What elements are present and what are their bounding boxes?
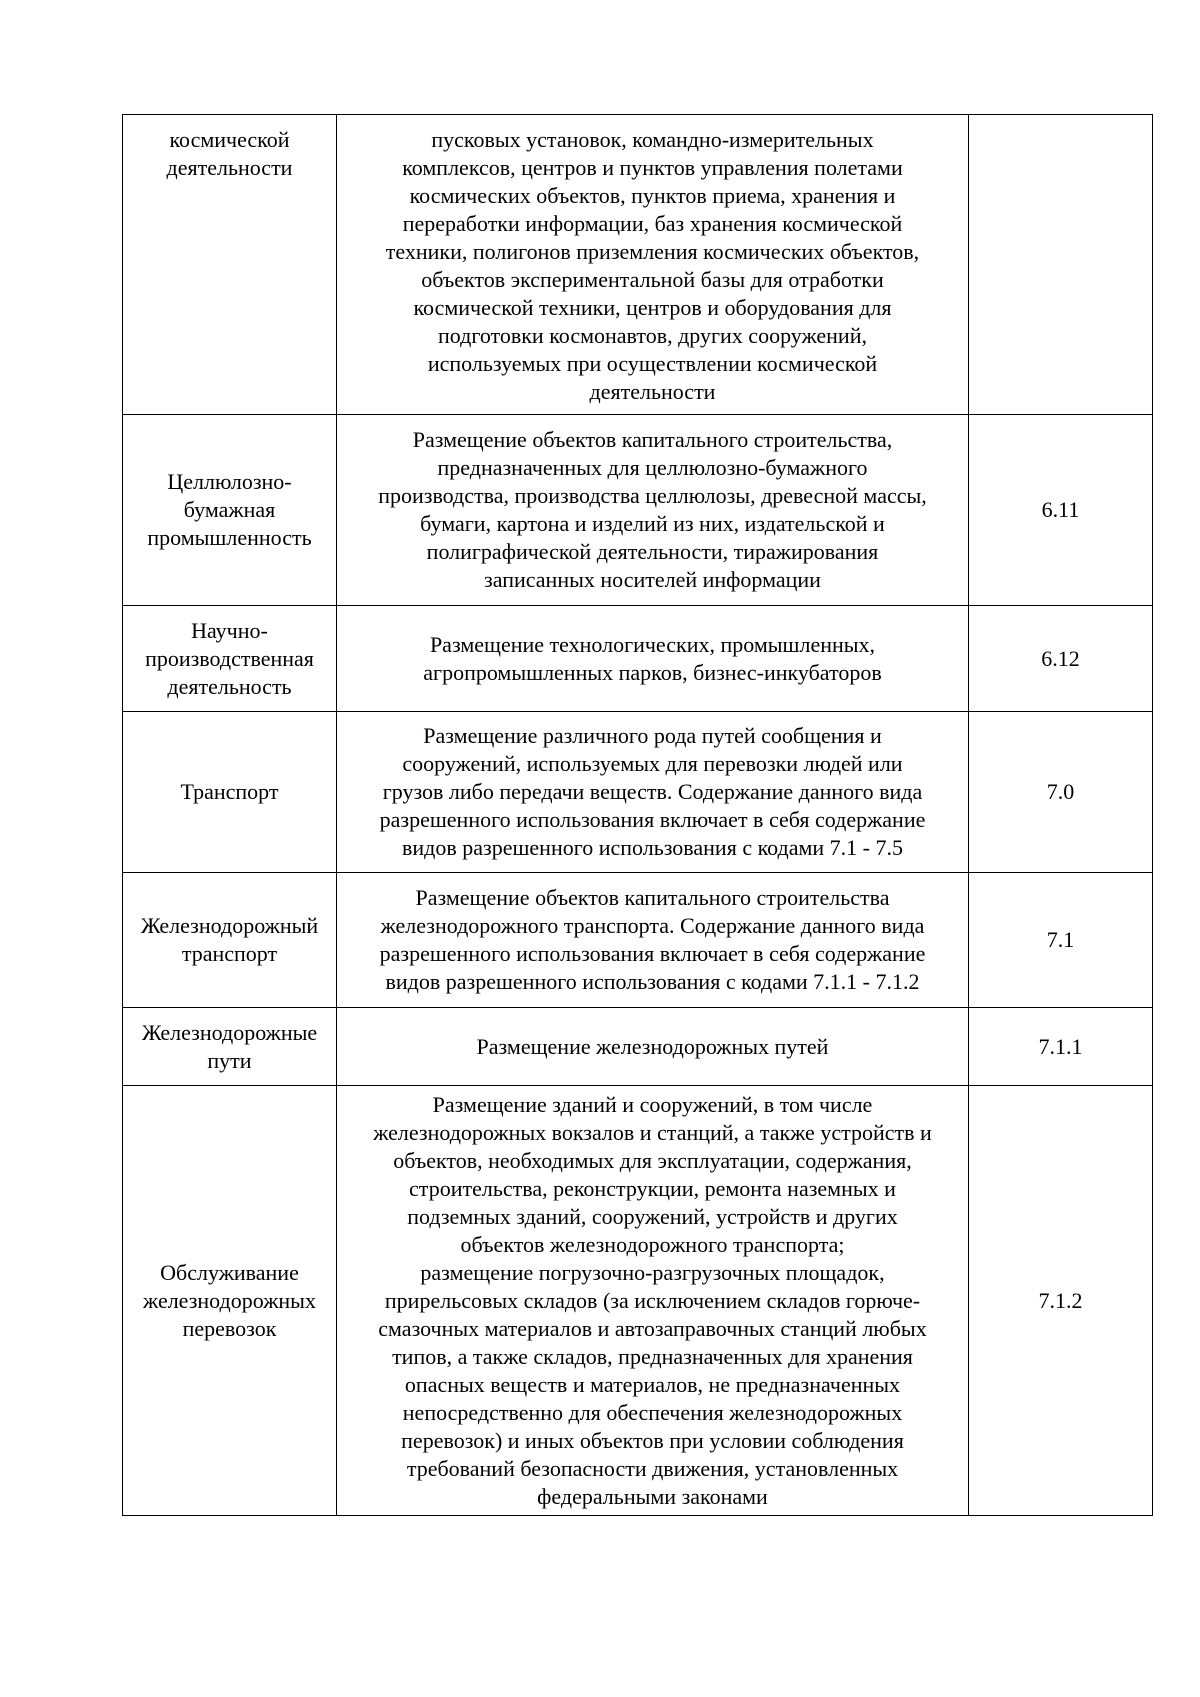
- table-row: [123, 606, 1153, 712]
- use-type-code: [969, 115, 1153, 415]
- use-type-name: космической деятельности: [123, 115, 337, 415]
- use-type-code: 7.1.1: [969, 1008, 1153, 1086]
- use-type-code: 6.11: [969, 415, 1153, 606]
- use-type-name: Научно- производственная деятельность: [123, 606, 337, 712]
- use-type-description: Размещение объектов капитального строительства, предназначенных для целлюлозно-бумажного производства, производства целлюлозы, древесной массы, бумаги, картона и изделий из них, издательской и полиграфической деятельности, тиражирования записанных носителей информации: [337, 415, 969, 606]
- use-type-name: Обслуживание железнодорожных перевозок: [123, 1086, 337, 1516]
- use-type-name: Транспорт: [123, 712, 337, 873]
- use-type-name: Железнодорожный транспорт: [123, 873, 337, 1008]
- use-type-code: 7.0: [969, 712, 1153, 873]
- use-type-description: Размещение объектов капитального строительства железнодорожного транспорта. Содержание данного вида разрешенного использования включает в себя содержание видов разрешенного использования с кодами 7.1.1 - 7.1.2: [337, 873, 969, 1008]
- table-row: [123, 712, 1153, 873]
- use-type-description: Размещение технологических, промышленных, агропромышленных парков, бизнес-инкубаторов: [337, 606, 969, 712]
- use-type-description: Размещение различного рода путей сообщения и сооружений, используемых для перевозки людей или грузов либо передачи веществ. Содержание данного вида разрешенного использования включает в себя содержание видов разрешенного использования с кодами 7.1 - 7.5: [337, 712, 969, 873]
- table-row: [123, 873, 1153, 1008]
- land-use-table: [122, 114, 1153, 1516]
- table-row: [123, 1086, 1153, 1516]
- table-row: [123, 415, 1153, 606]
- use-type-code: 7.1: [969, 873, 1153, 1008]
- use-type-name: Целлюлозно- бумажная промышленность: [123, 415, 337, 606]
- use-type-description: Размещение зданий и сооружений, в том числе железнодорожных вокзалов и станций, а также устройств и объектов, необходимых для эксплуатации, содержания, строительства, реконструкции, ремонта наземных и подземных зданий, сооружений, устройств и других объектов железнодорожного транспорта; размещение погрузочно-разгрузочных площадок, прирельсовых складов (за исключением складов горюче- смазочных материалов и автозаправочных станций любых типов, а также складов, предназначенных для хранения опасных веществ и материалов, не предназначенных непосредственно для обеспечения железнодорожных перевозок) и иных объектов при условии соблюдения требований безопасности движения, установленных федеральными законами: [337, 1086, 969, 1516]
- use-type-description: пусковых установок, командно-измерительных комплексов, центров и пунктов управления полетами космических объектов, пунктов приема, хранения и переработки информации, баз хранения космической техники, полигонов приземления космических объектов, объектов экспериментальной базы для отработки космической техники, центров и оборудования для подготовки космонавтов, других сооружений, используемых при осуществлении космической деятельности: [337, 115, 969, 415]
- use-type-code: 7.1.2: [969, 1086, 1153, 1516]
- table-row: [123, 115, 1153, 415]
- use-type-description: Размещение железнодорожных путей: [337, 1008, 969, 1086]
- table-row: [123, 1008, 1153, 1086]
- use-type-name: Железнодорожные пути: [123, 1008, 337, 1086]
- use-type-code: 6.12: [969, 606, 1153, 712]
